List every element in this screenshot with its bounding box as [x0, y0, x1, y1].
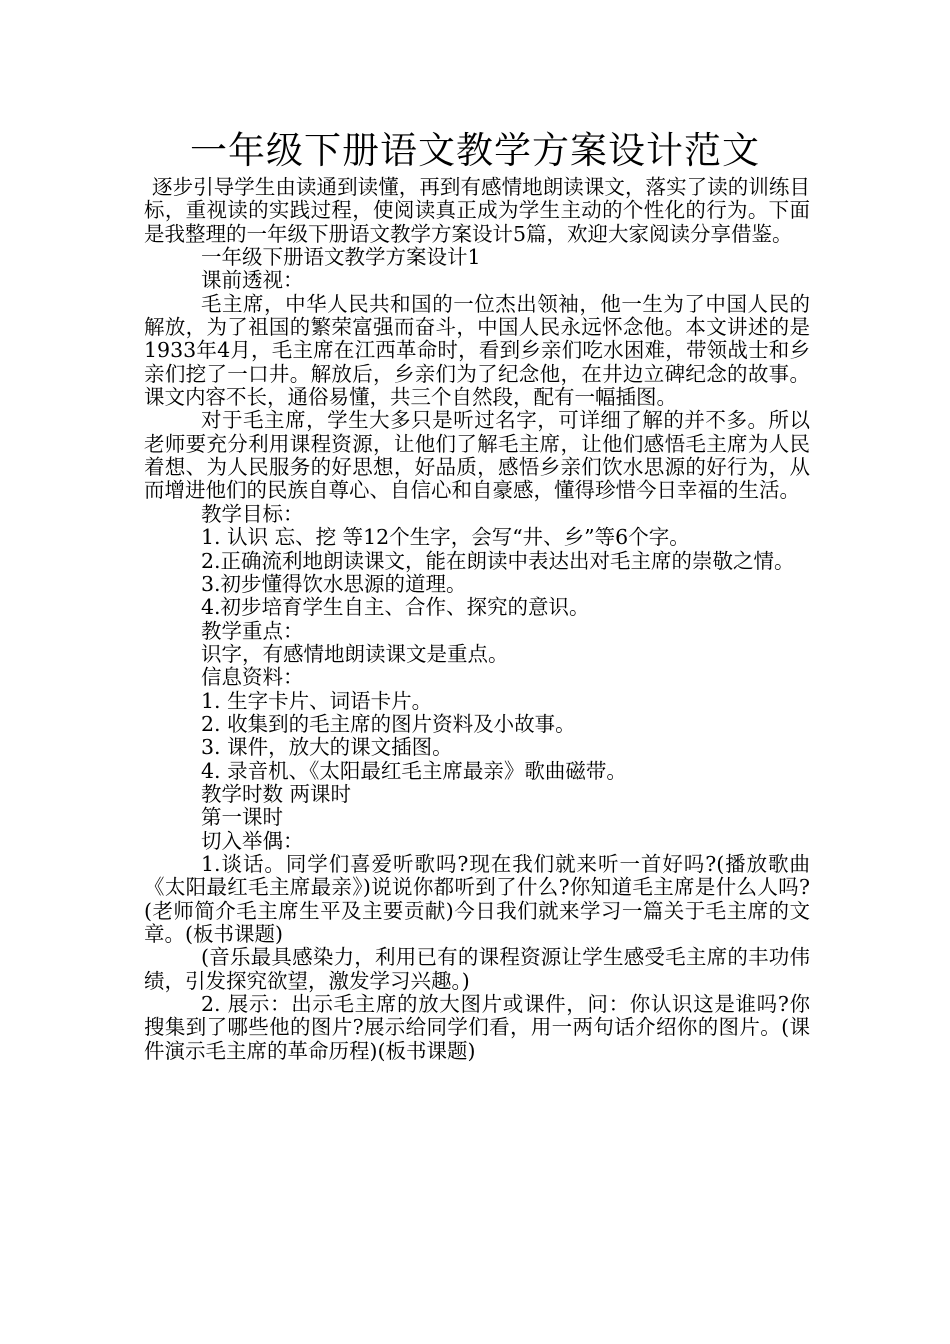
document-title: 一年级下册语文教学方案设计范文	[190, 129, 760, 172]
paragraph-preview-heading: 课前透视：	[201, 268, 304, 293]
paragraph-activity-2: 2. 展示：出示毛主席的放大图片或课件，问：你认识这是谁吗?你搜集到了哪些他的图片?展示给同学们看，用一两句话介绍你的图片。(课件演示毛主席的革命历程)(板书课题)	[144, 992, 810, 1063]
paragraph-goal-2: 2.正确流利地朗读课文，能在朗读中表达出对毛主席的崇敬之情。	[201, 548, 795, 573]
paragraph-lesson-one: 第一课时	[201, 805, 283, 830]
paragraph-preview-text-1: 毛主席，中华人民共和国的一位杰出领袖，他一生为了中国人民的解放，为了祖国的繁荣富强而奋斗，中国人民永远怀念他。本文讲述的是1933年4月，毛主席在江西革命时，看到乡亲们吃水困难，带领战士和乡亲们挖了一口井。解放后，乡亲们为了纪念他，在井边立碑纪念的故事。课文内容不长，通俗易懂，共三个自然段，配有一幅插图。	[144, 291, 810, 410]
paragraph-goal-3: 3.初步懂得饮水思源的道理。	[201, 571, 467, 596]
paragraph-section-heading: 一年级下册语文教学方案设计1	[201, 245, 481, 270]
document-body	[144, 176, 810, 1063]
paragraph-focus-text: 识字，有感情地朗读课文是重点。	[201, 641, 509, 666]
paragraph-preview-text-2: 对于毛主席，学生大多只是听过名字，可详细了解的并不多。所以老师要充分利用课程资源，让他们了解毛主席，让他们感悟毛主席为人民着想、为人民服务的好思想，好品质，感悟乡亲们饮水思源的好行为，从而增进他们的民族自尊心、自信心和自豪感，懂得珍惜今日幸福的生活。	[144, 408, 810, 503]
paragraph-focus-heading: 教学重点：	[201, 618, 304, 643]
paragraph-goal-4: 4.初步培育学生自主、合作、探究的意识。	[201, 595, 590, 620]
paragraph-activity-note: (音乐最具感染力，利用已有的课程资源让学生感受毛主席的丰功伟绩，引发探究欲望，激发学习兴趣。)	[144, 945, 810, 993]
paragraph-resources-heading: 信息资料：	[201, 665, 304, 690]
paragraph-goal-1: 1. 认识 忘、挖 等12个生字，会写“井、乡”等6个字。	[201, 525, 690, 550]
paragraph-resource-4: 4. 录音机、《太阳最红毛主席最亲》歌曲磁带。	[201, 758, 627, 783]
paragraph-resource-3: 3. 课件，放大的课文插图。	[201, 735, 453, 760]
paragraph-goals-heading: 教学目标：	[201, 501, 304, 526]
paragraph-resource-2: 2. 收集到的毛主席的图片资料及小故事。	[201, 711, 576, 736]
paragraph-intro-heading: 切入举偶：	[201, 828, 304, 853]
paragraph-activity-1: 1.谈话。同学们喜爱听歌吗?现在我们就来听一首好吗?(播放歌曲《太阳最红毛主席最亲》)说说你都听到了什么?你知道毛主席是什么人吗?(老师简介毛主席生平及主要贡献)今日我们就来学习一篇关于毛主席的文章。(板书课题)	[144, 851, 810, 946]
paragraph-hours: 教学时数 两课时	[201, 781, 352, 806]
paragraph-intro: 逐步引导学生由读通到读懂，再到有感情地朗读课文，落实了读的训练目标，重视读的实践过程，使阅读真正成为学生主动的个性化的行为。下面是我整理的一年级下册语文教学方案设计5篇，欢迎大家阅读分享借鉴。	[144, 175, 810, 246]
paragraph-resource-1: 1. 生字卡片、词语卡片。	[201, 688, 433, 713]
